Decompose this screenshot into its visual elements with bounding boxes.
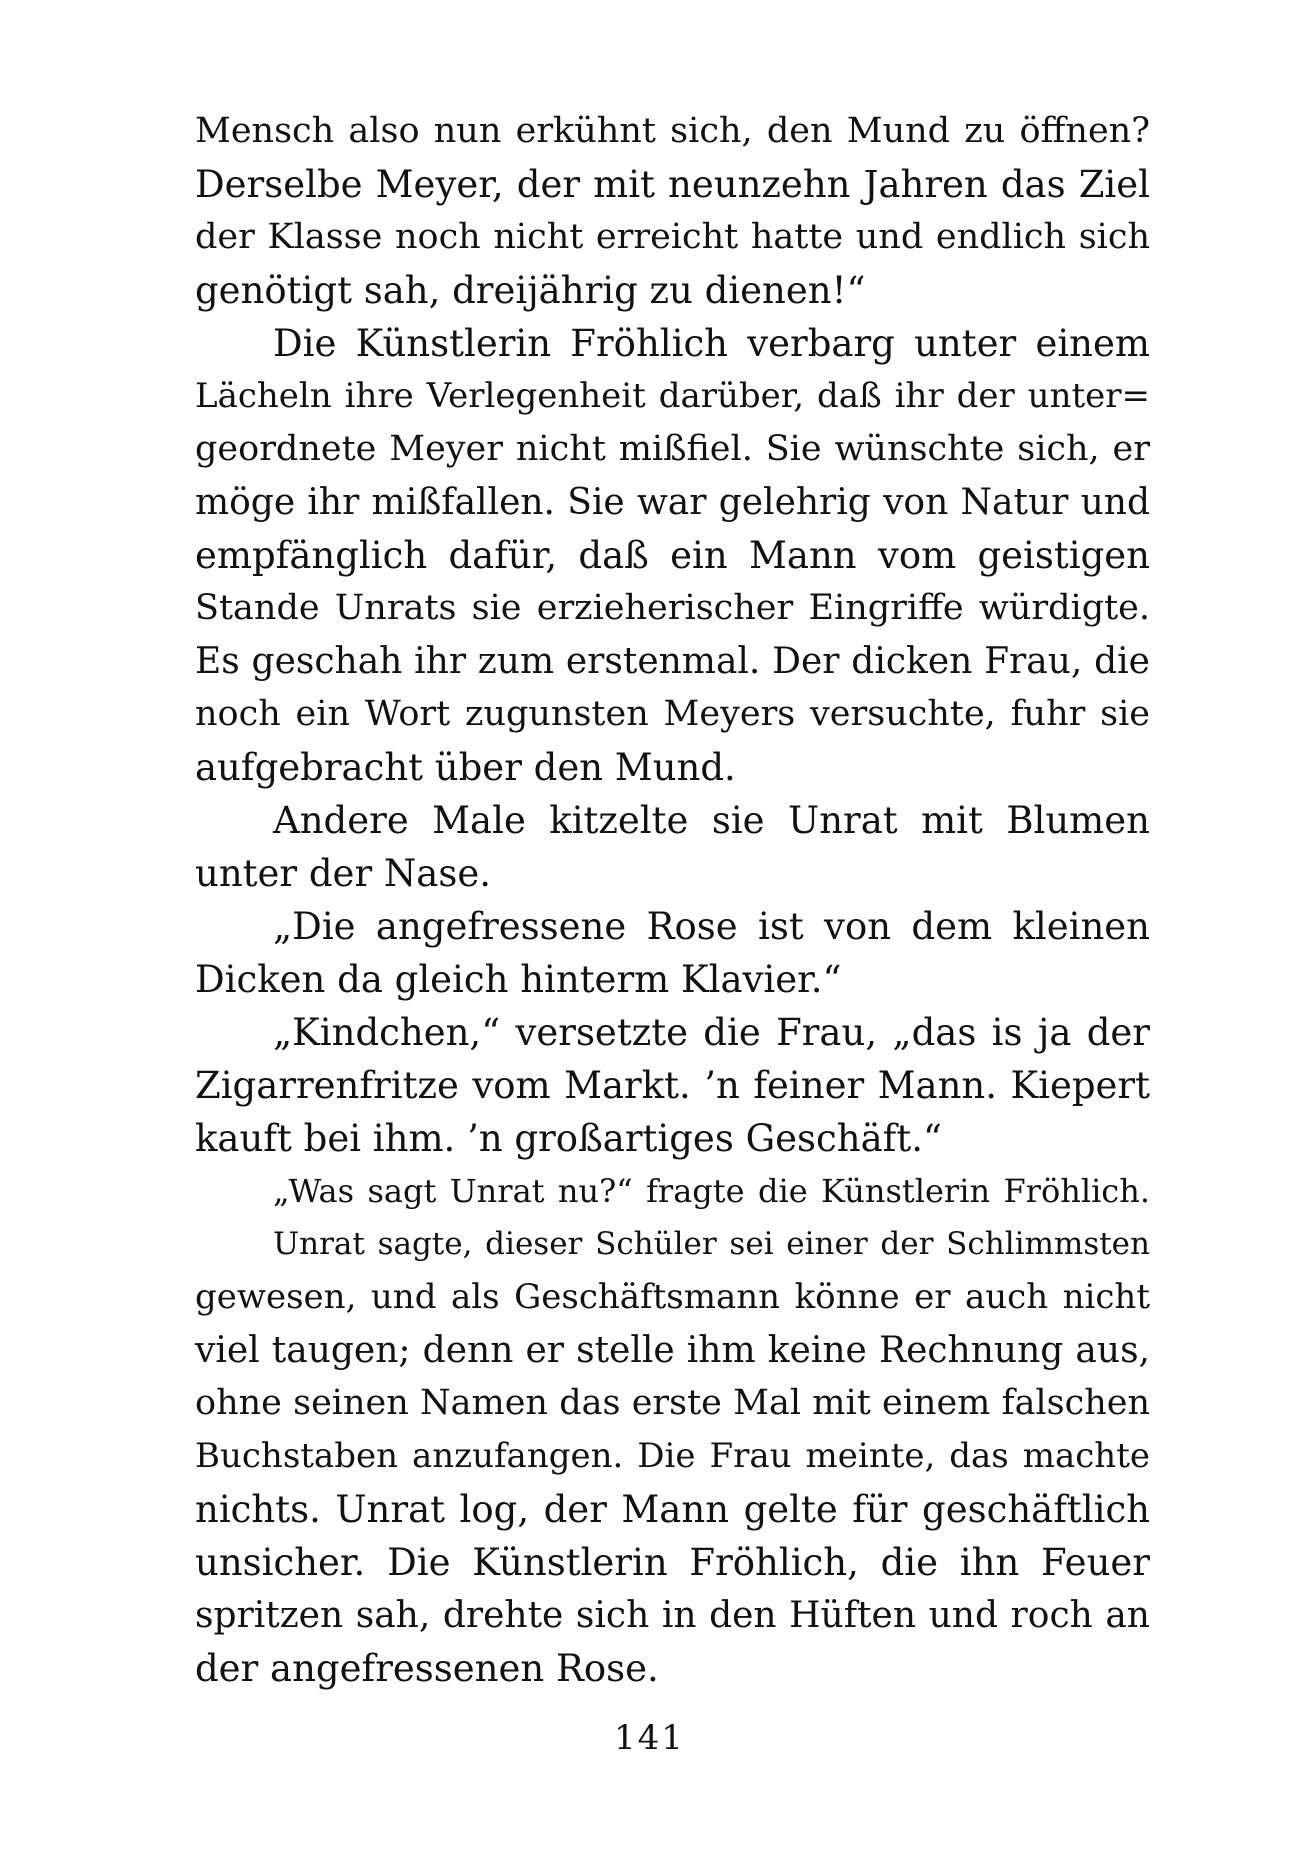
text-line: Unrat sagte, dieser Schüler sei einer der Schlimmsten	[273, 1226, 1150, 1262]
text-line: Buchstaben anzufangen. Die Frau meinte, das machte	[195, 1436, 1150, 1476]
text-line: Zigarrenfritze vom Markt. ’n feiner Mann. Kiepert	[195, 1064, 1150, 1107]
text-line: „Kindchen,“ versetzte die Frau, „das is ja der	[273, 1011, 1150, 1054]
text-line: nichts. Unrat log, der Mann gelte für geschäftlich	[195, 1488, 1150, 1531]
body-text	[195, 105, 1150, 1695]
text-line: der Klasse noch nicht erreicht hatte und endlich sich	[195, 217, 1150, 257]
text-line: Die Künstlerin Fröhlich verbarg unter einem	[273, 322, 1150, 365]
text-line: spritzen sah, drehte sich in den Hüften und roch an	[195, 1595, 1150, 1636]
text-line: „Die angefressene Rose ist von dem kleinen	[273, 905, 1150, 948]
text-line: Dicken da gleich hinterm Klavier.“	[195, 958, 842, 1001]
text-line: der angefressenen Rose.	[195, 1647, 659, 1690]
text-line: „Was sagt Unrat nu?“ fragte die Künstlerin Fröhlich.	[273, 1172, 1150, 1210]
text-line: noch ein Wort zugunsten Meyers versuchte, fuhr sie	[195, 694, 1150, 734]
text-line: empfänglich dafür, daß ein Mann vom geistigen	[195, 534, 1150, 577]
text-line: Derselbe Meyer, der mit neunzehn Jahren das Ziel	[195, 163, 1150, 206]
text-line: Es geschah ihr zum erstenmal. Der dicken Frau, die	[195, 641, 1150, 682]
text-line: Mensch also nun erkühnt sich, den Mund zu öffnen?	[195, 111, 1150, 151]
text-line: unsicher. Die Künstlerin Fröhlich, die ihn Feuer	[195, 1541, 1150, 1584]
text-line: aufgebracht über den Mund.	[195, 746, 736, 789]
text-line: gewesen, und als Geschäftsmann könne er auch nicht	[195, 1277, 1150, 1317]
text-line: Stande Unrats sie erzieherischer Eingriffe würdigte.	[195, 588, 1150, 628]
text-line: Lächeln ihre Verlegenheit darüber, daß ihr der unter=	[195, 376, 1150, 416]
text-line: genötigt sah, dreijährig zu dienen!“	[195, 269, 866, 312]
text-line: geordnete Meyer nicht mißfiel. Sie wünschte sich, er	[195, 429, 1150, 469]
text-line: kauft bei ihm. ’n großartiges Geschäft.“	[195, 1117, 942, 1160]
text-line: ohne seinen Namen das erste Mal mit einem falschen	[195, 1383, 1150, 1423]
page-number: 141	[614, 1718, 685, 1758]
text-line: viel taugen; denn er stelle ihm keine Rechnung aus,	[195, 1330, 1150, 1371]
text-line: unter der Nase.	[195, 852, 491, 895]
text-line: möge ihr mißfallen. Sie war gelehrig von Natur und	[195, 482, 1150, 523]
text-line: Andere Male kitzelte sie Unrat mit Blumen	[273, 799, 1150, 842]
